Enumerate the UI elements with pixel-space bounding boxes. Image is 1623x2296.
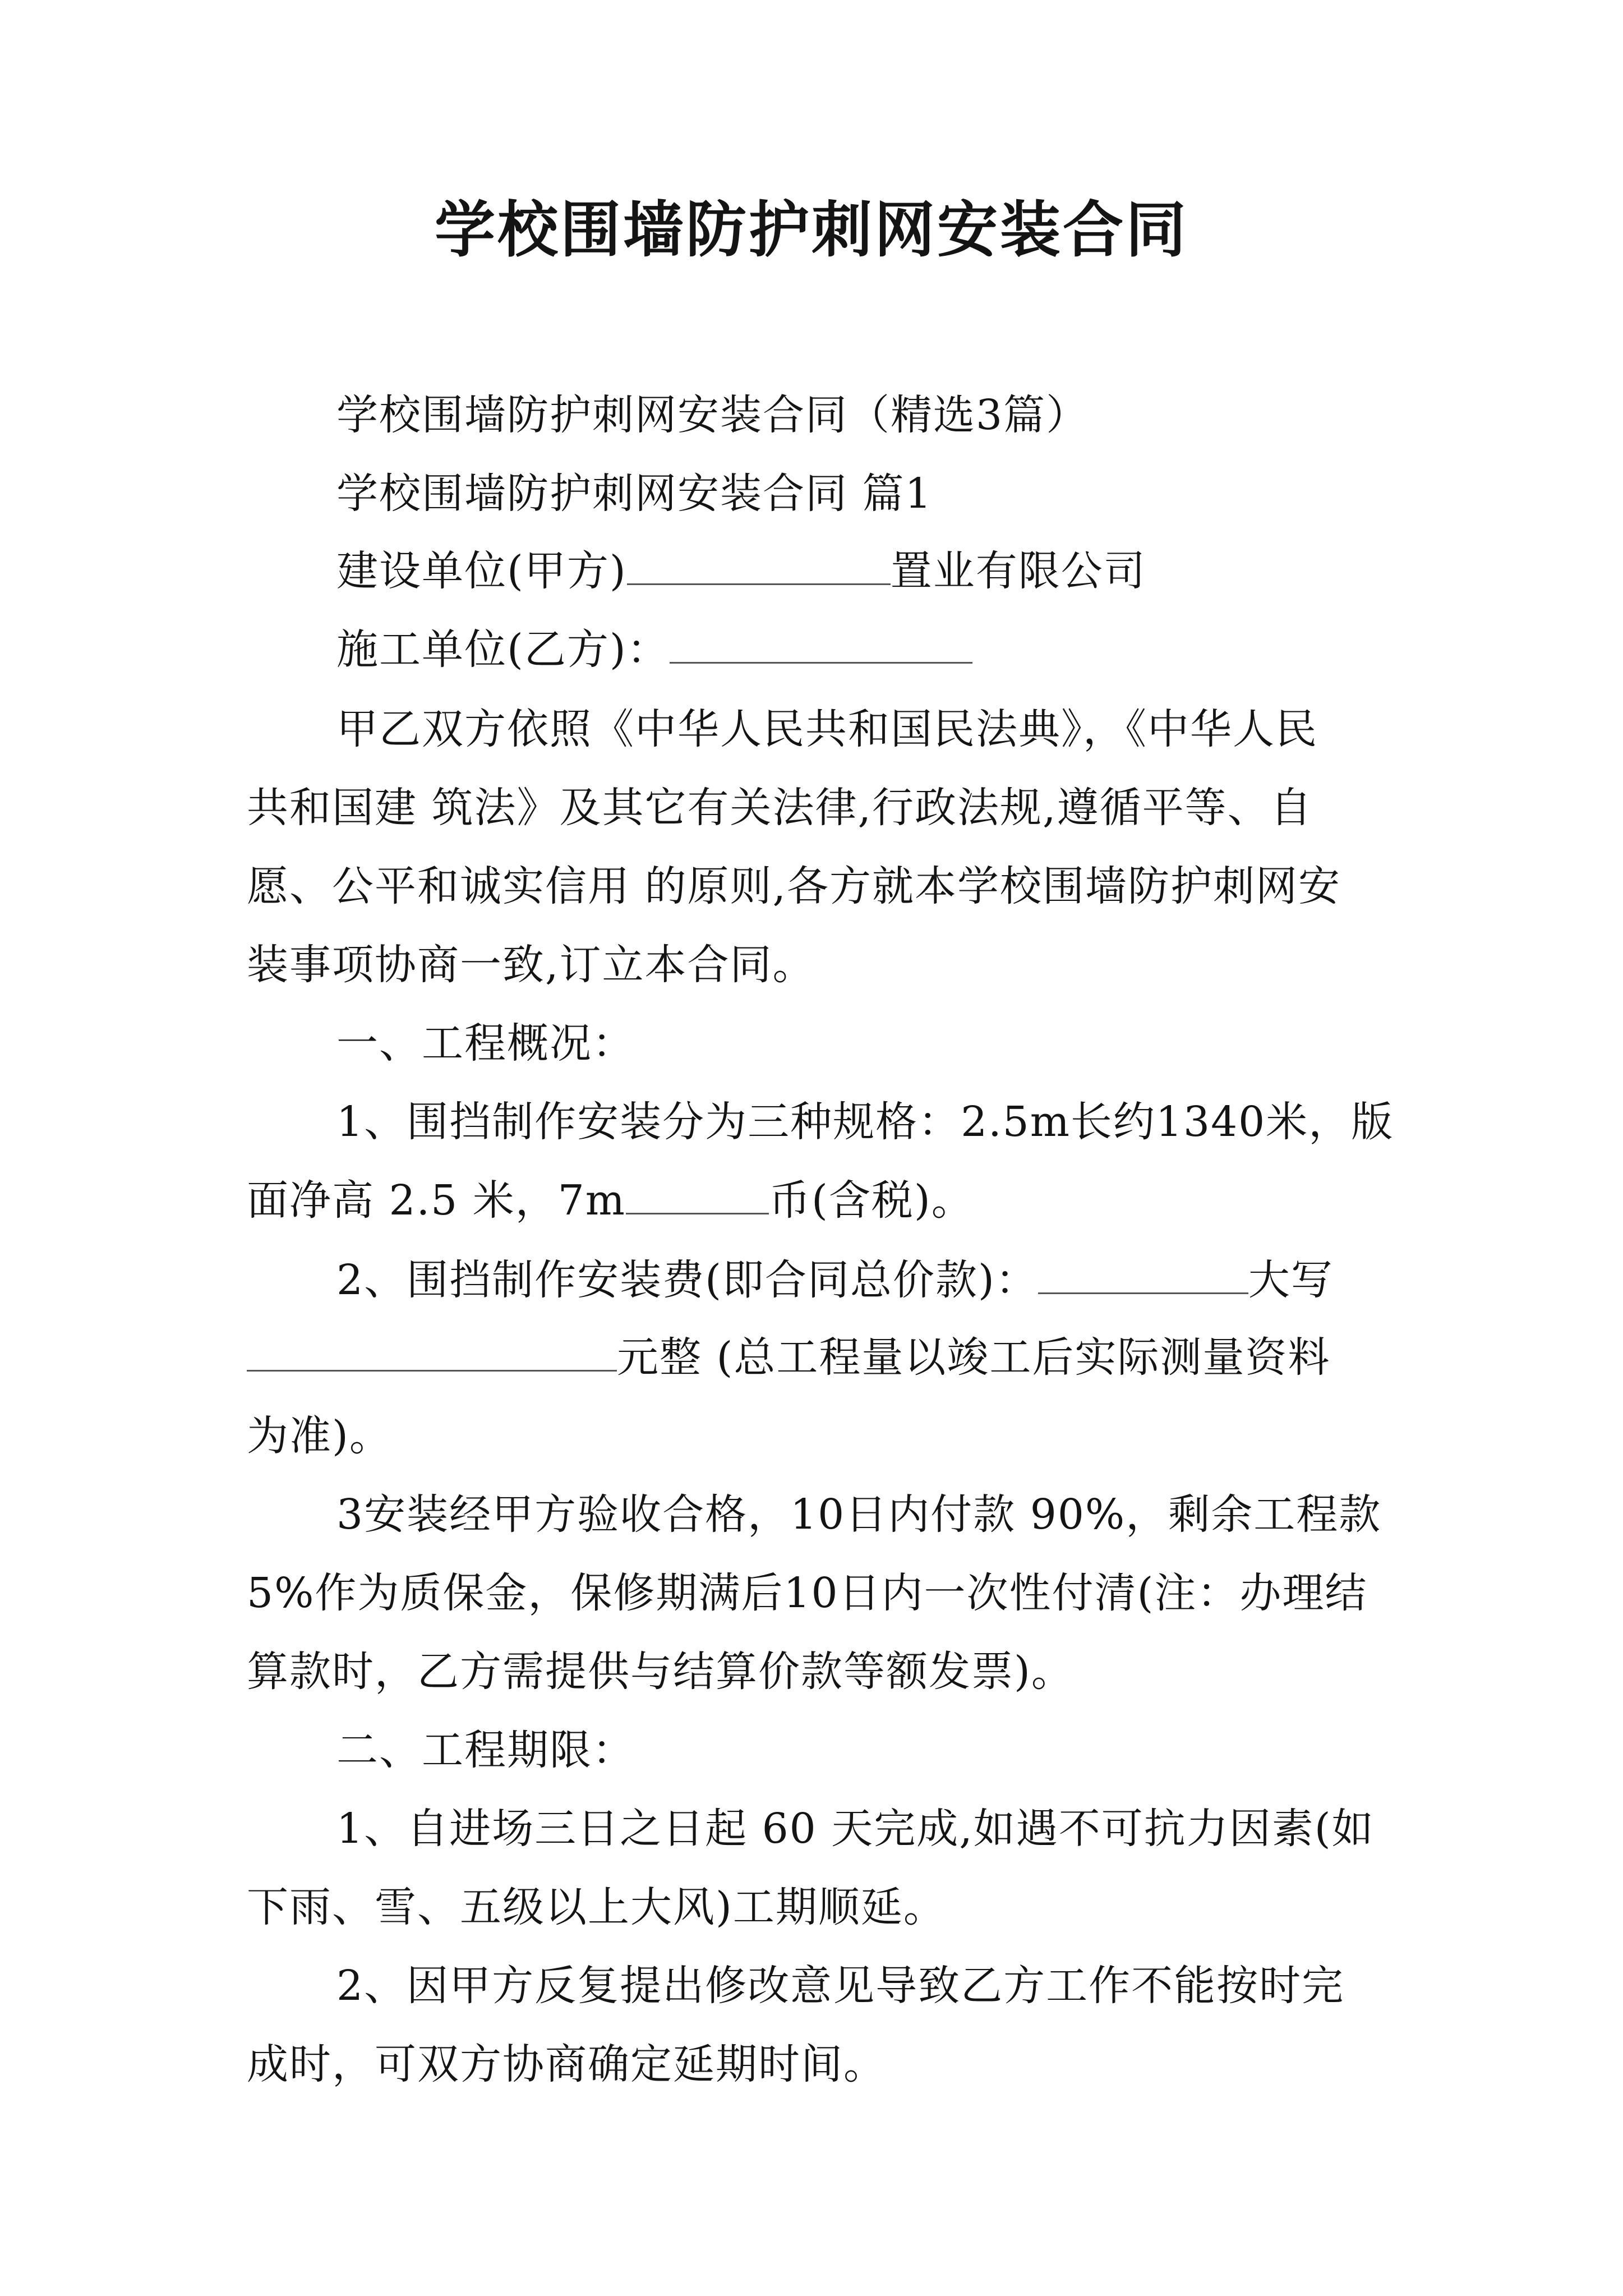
paragraph-line: 下雨、雪、五级以上大风)工期顺延。 (247, 1883, 946, 1931)
paragraph-line: 成时，可双方协商确定延期时间。 (247, 2040, 886, 2088)
section-heading: 学校围墙防护刺网安装合同 篇1 (336, 470, 933, 518)
document-title: 学校围墙防护刺网安装合同 (434, 195, 1188, 265)
fee-suffix: 元整 (总工程量以竣工后实际测量资料 (617, 1333, 1331, 1382)
section-heading: 二、工程期限： (336, 1726, 635, 1774)
spec-suffix: 币(含税)。 (768, 1176, 974, 1225)
spec-text: 面净高 2.5 米，7m (247, 1176, 626, 1225)
fee-amount-blank[interactable] (1038, 1253, 1248, 1294)
paragraph-line: 3安装经甲方验收合格，10日内付款 90%，剩余工程款 (336, 1490, 1382, 1539)
party-a-suffix: 置业有限公司 (890, 547, 1146, 595)
paragraph-line: 1、围挡制作安装分为三种规格：2.5m长约1340米，版 (336, 1098, 1394, 1146)
paragraph-line: 甲乙双方依照《中华人民共和国民法典》，《中华人民 (336, 705, 1318, 753)
paragraph-line: 算款时，乙方需提供与结算价款等额发票)。 (247, 1648, 1074, 1696)
paragraph-line: 5%作为质保金，保修期满后10日内一次性付清(注：办理结 (247, 1569, 1368, 1617)
price-blank[interactable] (626, 1174, 769, 1214)
party-a-line (336, 543, 1146, 599)
paragraph-line (336, 1252, 1334, 1308)
paragraph-line (247, 1329, 1330, 1386)
paragraph-line: 为准)。 (247, 1412, 392, 1460)
party-b-blank[interactable] (670, 623, 972, 664)
paragraph-line: 装事项协商一致,订立本合同。 (247, 941, 815, 989)
party-b-line (336, 622, 972, 678)
party-a-label: 建设单位(甲方) (336, 547, 627, 595)
fee-label: 2、围挡制作安装费(即合同总价款)： (336, 1256, 1038, 1304)
party-b-label: 施工单位(乙方)： (336, 625, 670, 674)
party-a-blank[interactable] (627, 544, 891, 585)
paragraph-line: 1、自进场三日之日起 60 天完成,如遇不可抗力因素(如 (336, 1805, 1375, 1853)
subtitle-line: 学校围墙防护刺网安装合同（精选3篇） (336, 391, 1089, 439)
paragraph-line: 愿、公平和诚实信用 的原则,各方就本学校围墙防护刺网安 (247, 862, 1341, 910)
paragraph-line (247, 1172, 974, 1228)
paragraph-line: 2、因甲方反复提出修改意见导致乙方工作不能按时完 (336, 1962, 1345, 2010)
paragraph-line: 共和国建 筑法》及其它有关法律,行政法规,遵循平等、自 (247, 784, 1313, 832)
section-heading: 一、工程概况： (336, 1019, 635, 1068)
fee-uppercase-blank[interactable] (247, 1331, 617, 1372)
fee-uppercase-label: 大写 (1248, 1256, 1334, 1304)
